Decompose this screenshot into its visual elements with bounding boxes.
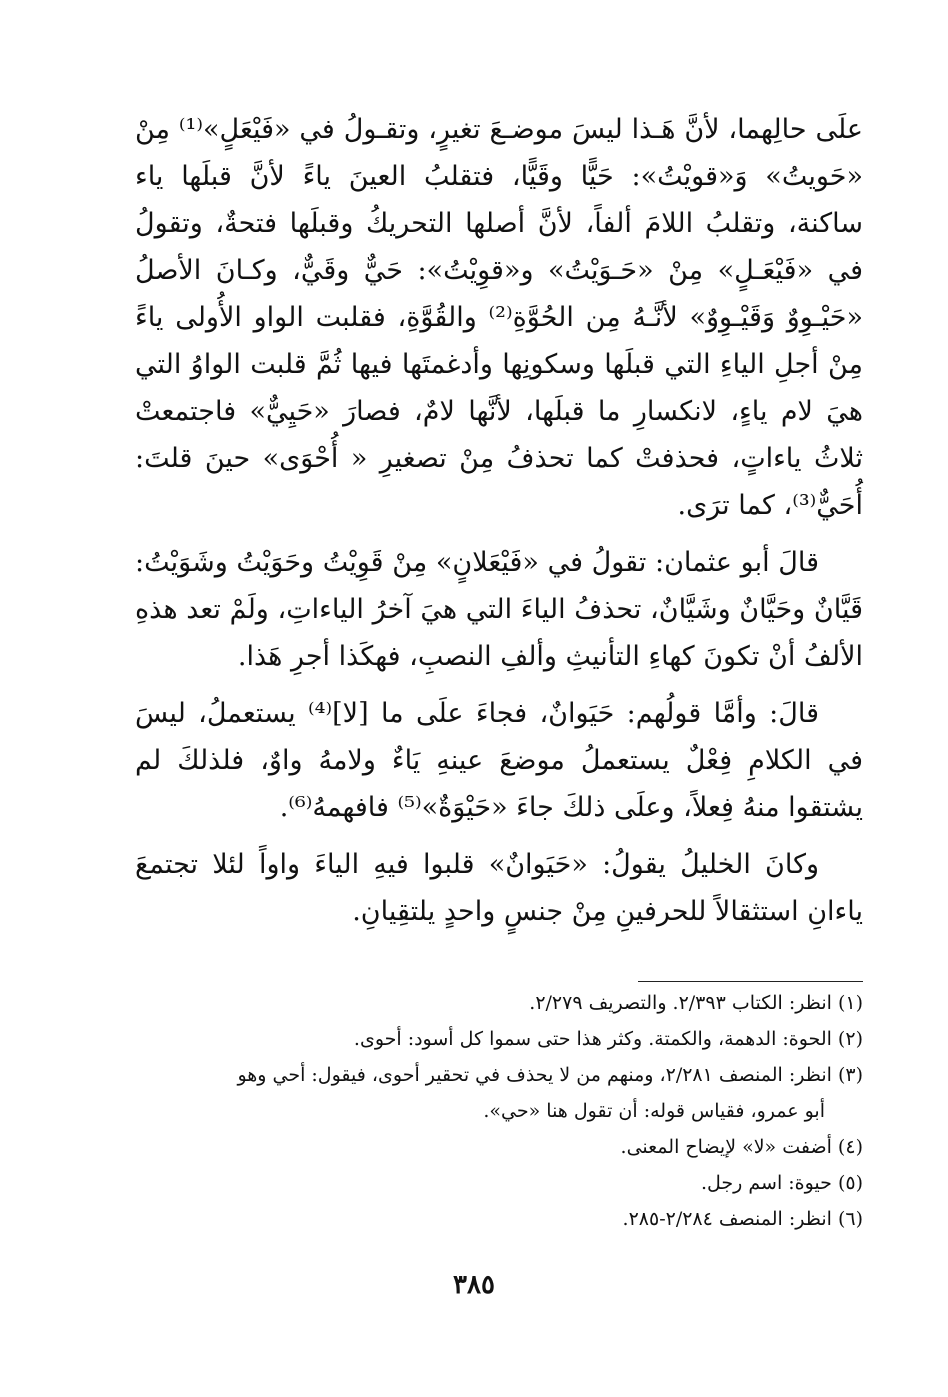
- paragraph-1: علَى حالِهما، لأنَّ هَـذا ليسَ موضـعَ تغيرٍ، وتقـولُ في «فَيْعَلٍ»⁽¹⁾ مِنْ «حَويتُ» وَ«قويْتُ»: حَيًّا وقَيًّا، فتقلبُ العينَ ياءً لأنَّ قبلَها ياء ساكنة، وتقلبُ اللامَ ألفاً، لأنَّ أصلها التحريكُ وقبلَها فتحةٌ، وتقولُ في «فَيْعَـلٍ» مِنْ «حَـوَيْتُ» و«قوِيْتُ»: حَيٌّ وقَيٌّ، وكـانَ الأصلُ «حَيْـوِوٌ وَقَيْـوِوٌ» لأنَّـهُ مِن الحُوَّةِ⁽²⁾ والقُوَّةِ، فقلبت الواو الأُولى ياءً مِنْ أجلِ الياءِ التي قبلَها وسكونِها وأدغمتَها فيها ثُمَّ قلبت الواوُ التي هيَ لام ياءٍ، لانكسارِ ما قبلَها، لأنَّها لامٌ، فصارَ «حَيِيٌّ» فاجتمعتْ ثلاثُ ياءاتٍ، فحذفتْ كما تحذفُ مِنْ تصغيرِ « أُحْوَى» حينَ قلتَ: أُحَيٌّ⁽³⁾، كما ترَى.: [135, 114, 864, 521]
- paragraph-2: قالَ أبو عثمان: تقولُ في «فَيْعَلانٍ» مِنْ قَوِيْتُ وحَوَيْتُ وشَوَيْتُ: قَيَّانٌ وحَيَّانٌ وشَيَّانٌ، تحذفُ الياءَ التي هيَ آخرُ الياءاتِ، ولَمْ تعد هذهِ الألفُ أنْ تكونَ كهاءِ التأنيثِ وألفِ النصبِ، فهكَذا أجرِ هَذا.: [135, 547, 863, 672]
- footnote-3-continued: أبو عمرو، فقياس قوله: أن تقول هنا «حي».: [483, 1100, 825, 1122]
- paragraph-4: وكانَ الخليلُ يقولُ: «حَيَوانٌ» قلبوا فيهِ الياءَ واواً لئلا تجتمعَ ياءانِ استثقالاً للحرفينِ مِنْ جنسٍ واحدٍ يلتقِيانِ.: [135, 849, 863, 927]
- main-text: [135, 106, 863, 935]
- footnote-3: (٣) انظر: المنصف ٢/٢٨١، ومنهم من لا يحذف في تحقير أحوى، فيقول: أحي وهو: [237, 1064, 863, 1086]
- footnote-6: (٦) انظر: المنصف ٢/٢٨٤-٢٨٥.: [622, 1208, 863, 1230]
- footnote-4: (٤) أضفت «لا» لإيضاح المعنى.: [620, 1136, 863, 1158]
- footnotes: [135, 988, 863, 1240]
- footnote-2: (٢) الحوة: الدهمة، والكمتة. وكثر هذا حتى سموا كل أسود: أحوى.: [353, 1028, 863, 1050]
- paragraph-3: قالَ: وأمَّا قولُهم: حَيَوانٌ، فجاءَ علَى ما [لا]⁽⁴⁾ يستعملُ، ليسَ في الكلامِ فِعْلٌ يستعملُ موضعَ عينهِ يَاءٌ ولامهُ واوٌ، فلذلكَ لم يشتقوا منهُ فِعلاً، وعلَى ذلكَ جاءَ «حَيْوَةٌ»⁽⁵⁾ فافهمهُ⁽⁶⁾.: [135, 698, 863, 823]
- footnote-5: (٥) حيوة: اسم رجل.: [700, 1172, 863, 1194]
- page-number: ٣٨٥: [453, 1270, 495, 1300]
- footnote-1: (١) انظر: الكتاب ٢/٣٩٣. والتصريف ٢/٢٧٩.: [529, 992, 863, 1014]
- footnote-divider: [638, 981, 863, 982]
